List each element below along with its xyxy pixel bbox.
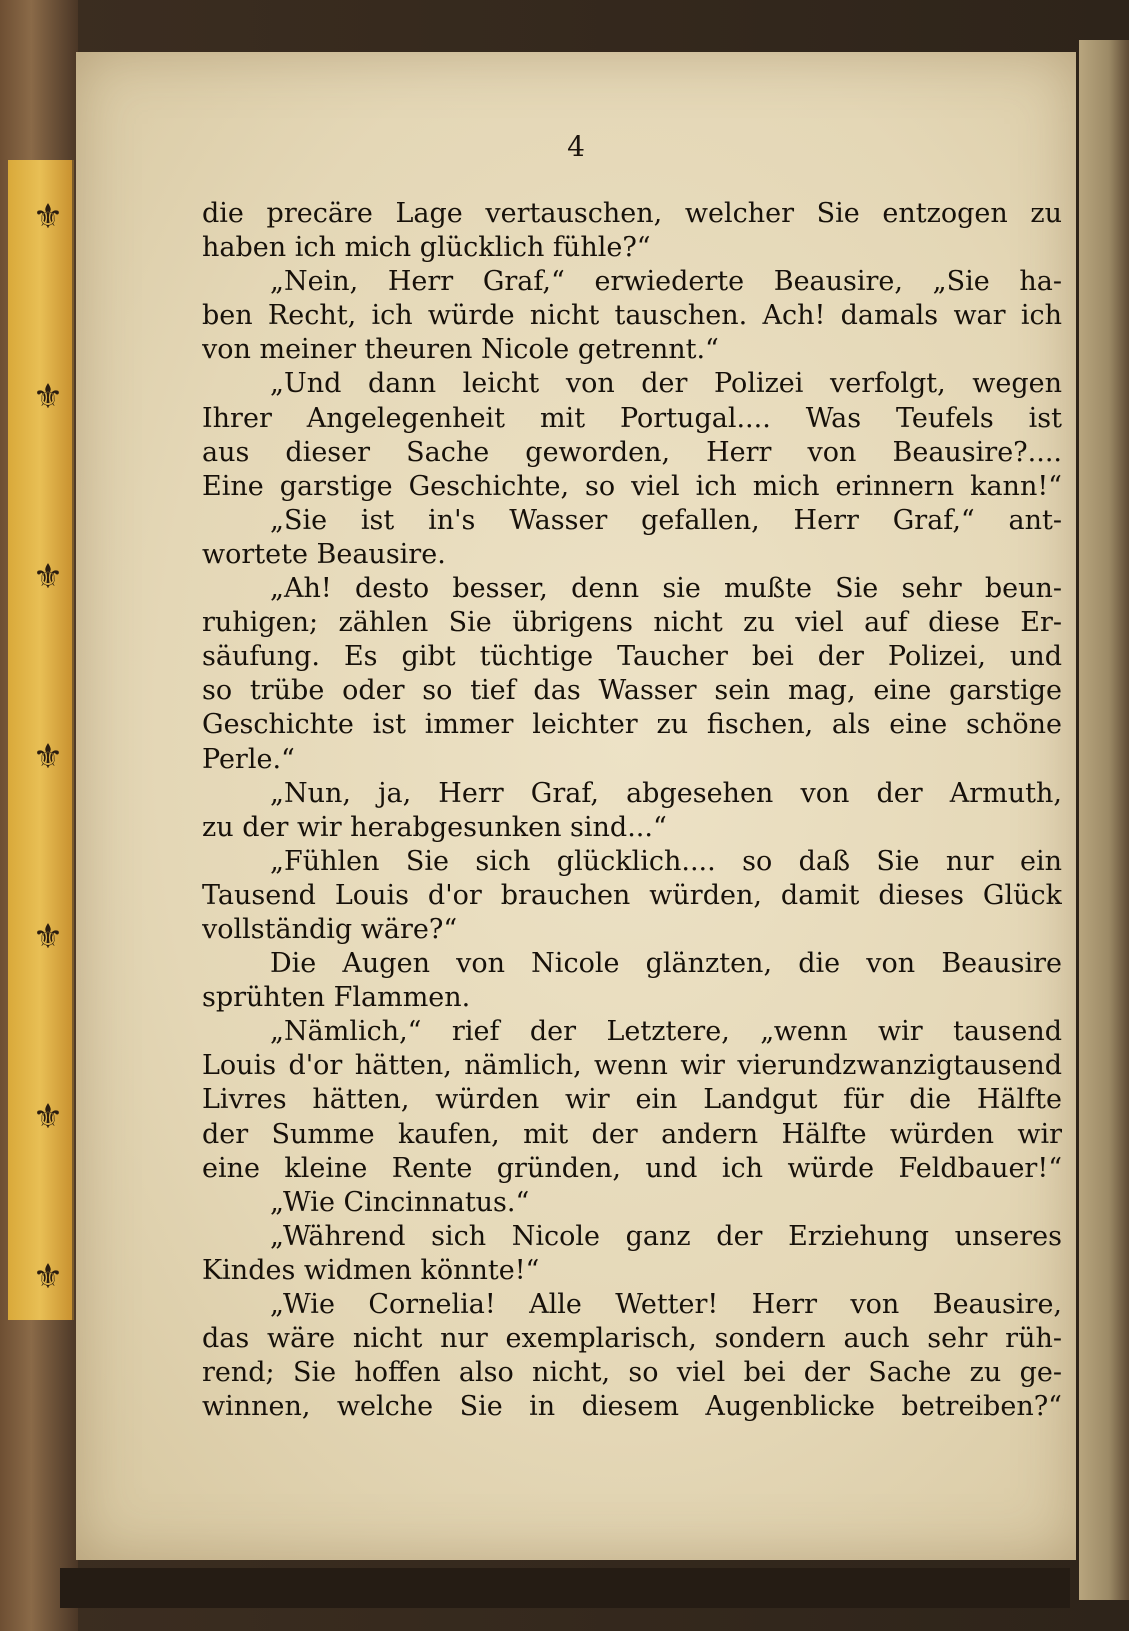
text-line: „Wie Cornelia! Alle Wetter! Herr von Beausire, [270,1289,1062,1320]
text-line: „Nein, Herr Graf,“ erwiederte Beausire, „Sie ha- [270,266,1062,298]
next-page-edge [1079,40,1129,1600]
text-line: eine kleine Rente gründen, und ich würde Feldbauer!“ [202,1152,1062,1184]
text-line: rend; Sie hoffen also nicht, so viel bei der Sache zu ge- [202,1357,1062,1389]
text-line: so trübe oder so tief das Wasser sein mag, eine garstige [202,675,1062,707]
text-line: säufung. Es gibt tüchtige Taucher bei der Polizei, und [202,641,1062,673]
text-line: Perle.“ [202,743,295,775]
text-line: „Fühlen Sie sich glücklich.... so daß Sie nur ein [270,845,1062,877]
text-line: Livres hätten, würden wir ein Landgut für die Hälfte [202,1084,1062,1116]
spine-ornament-icon: ⚜ [32,1097,64,1137]
text-line: „Sie ist in's Wasser gefallen, Herr Graf,“ ant- [270,504,1062,536]
spine-ornament-icon: ⚜ [32,557,64,597]
book-page [76,52,1076,1560]
page-body-text [202,197,1062,1424]
text-line: Kindes widmen könnte!“ [202,1254,540,1286]
decorative-spine-strip [8,160,74,1320]
text-line: zu der wir herabgesunken sind...“ [202,811,667,843]
text-line: wortete Beausire. [202,538,446,570]
text-line: die precäre Lage vertauschen, welcher Sie entzogen zu [202,198,1062,229]
text-line: Louis d'or hätten, nämlich, wenn wir vierundzwanzigtausend [202,1050,1062,1082]
text-line: „Wie Cincinnatus.“ [270,1186,530,1218]
text-line: ruhigen; zählen Sie übrigens nicht zu viel auf diese Er- [202,607,1062,639]
spine-ornament-icon: ⚜ [32,1257,64,1297]
spine-ornament-icon: ⚜ [32,917,64,957]
text-line: haben ich mich glücklich fühle?“ [202,232,651,264]
text-line: „Nun, ja, Herr Graf, abgesehen von der Armuth, [270,777,1062,809]
text-line: Tausend Louis d'or brauchen würden, damit dieses Glück [202,879,1062,911]
text-line: Eine garstige Geschichte, so viel ich mich erinnern kann!“ [202,470,1062,502]
spine-ornament-icon: ⚜ [32,197,64,237]
text-line: vollständig wäre?“ [202,913,458,945]
spine-ornament-icon: ⚜ [32,377,64,417]
text-line: Geschichte ist immer leichter zu fischen, als eine schöne [202,709,1062,741]
text-line: sprühten Flammen. [202,982,471,1014]
text-line: „Nämlich,“ rief der Letztere, „wenn wir tausend [270,1016,1062,1048]
text-line: das wäre nicht nur exemplarisch, sondern auch sehr rüh- [202,1323,1062,1355]
spine-ornament-icon: ⚜ [32,737,64,777]
text-line: Ihrer Angelegenheit mit Portugal.... Was Teufels ist [202,402,1062,434]
text-line: der Summe kaufen, mit der andern Hälfte würden wir [202,1118,1062,1150]
text-line: „Und dann leicht von der Polizei verfolgt, wegen [270,368,1062,400]
text-line: winnen, welche Sie in diesem Augenblicke betreiben?“ [202,1391,1062,1423]
bottom-shadow [60,1568,1070,1608]
text-line: Die Augen von Nicole glänzten, die von Beausire [270,948,1062,980]
text-line: „Während sich Nicole ganz der Erziehung unseres [270,1220,1062,1252]
text-line: aus dieser Sache geworden, Herr von Beausire?.... [202,436,1062,468]
text-line: ben Recht, ich würde nicht tauschen. Ach! damals war ich [202,300,1062,332]
text-line: „Ah! desto besser, denn sie mußte Sie sehr beun- [270,573,1062,605]
page-number: 4 [567,130,585,163]
text-line: von meiner theuren Nicole getrennt.“ [202,334,719,366]
